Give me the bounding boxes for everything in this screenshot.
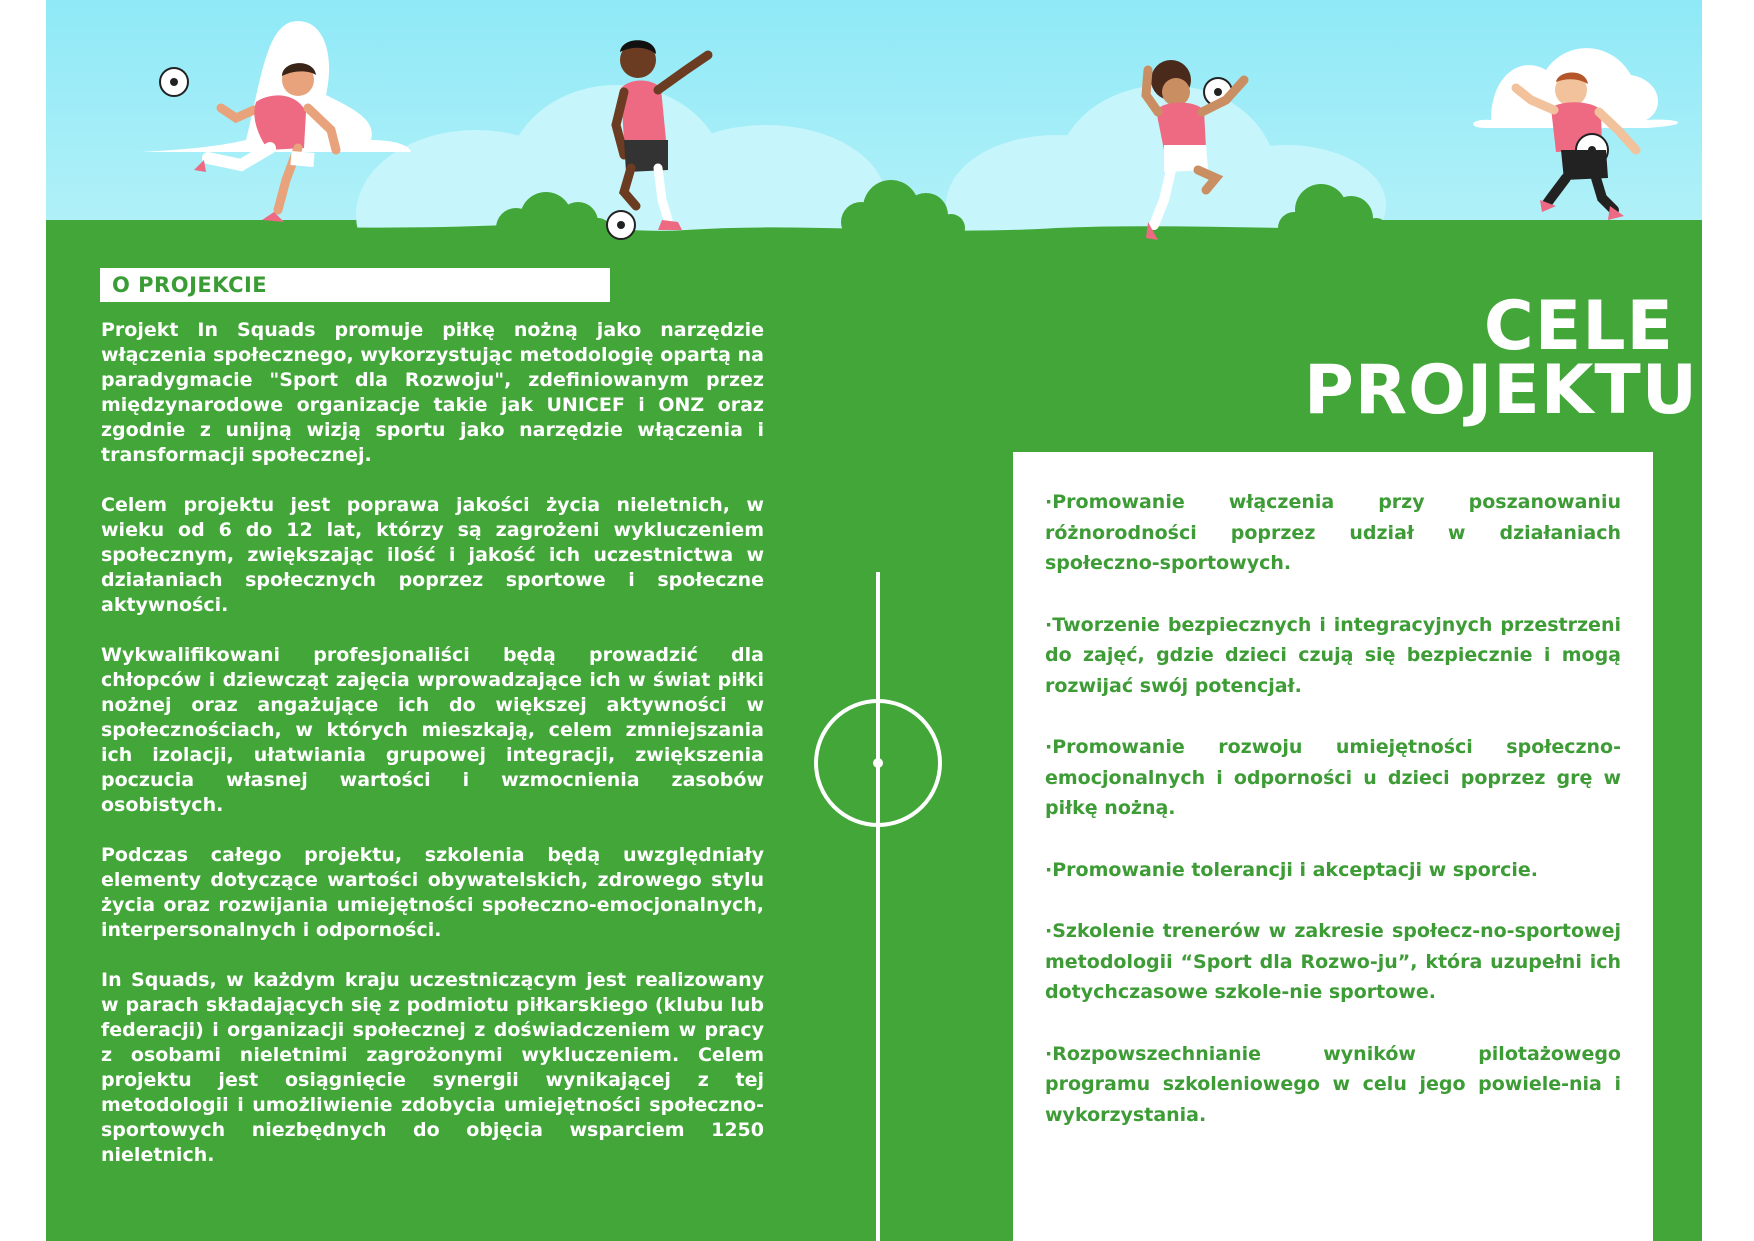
goals-card <box>1013 452 1653 1241</box>
about-paragraph: Projekt In Squads promuje piłkę nożną jako narzędzie włączenia społecznego, wykorzystując metodologię opartą na paradygmacie "Sport dla Rozwoju", zdefiniowanym przez międzynarodowe organizacje takie jak UNICEF i ONZ oraz zgodnie z unijną wizją sportu jako narzędzie włączenia i transformacji społecznej. <box>101 319 764 466</box>
goal-item: ·Promowanie włączenia przy poszanowaniu różnorodności poprzez udział w działaniach społeczno-sportowych. <box>1045 491 1621 574</box>
about-paragraph: Celem projektu jest poprawa jakości życia nieletnich, w wieku od 6 do 12 lat, którzy są zagrożeni wykluczeniem społecznym, zwiększając ilość i jakość ich uczestnictwa w działaniach społecznych poprzez sportowe i społeczne aktywności. <box>101 494 764 616</box>
brochure-page <box>46 0 1702 1241</box>
about-paragraph: Wykwalifikowani profesjonaliści będą prowadzić dla chłopców i dziewcząt zajęcia wprowadzające ich w świat piłki nożnej oraz angażujące ich do większej aktywności w społecznościach, w których mieszkają, celem zmniejszania ich izolacji, ułatwiania grupowej integracji, zwiększenia poczucia własnej wartości i wzmocnienia zasobów osobistych. <box>101 644 764 816</box>
goals-title-line1: CELE <box>1483 287 1674 366</box>
about-paragraph: Podczas całego projektu, szkolenia będą uwzględniały elementy dotyczące wartości obywatelskich, zdrowego stylu życia oraz rozwijania umiejętności społeczno-emocjonalnych, interpersonalnych i odporności. <box>101 844 764 941</box>
goals-list <box>1045 487 1621 1161</box>
goals-title-line2: PROJEKTU <box>1303 351 1698 430</box>
goal-item: ·Promowanie tolerancji i akceptacji w sporcie. <box>1045 858 1539 881</box>
about-heading-box <box>100 268 610 302</box>
goal-item: ·Tworzenie bezpiecznych i integracyjnych przestrzeni do zajęć, gdzie dzieci czują się bezpiecznie i mogą rozwijać swój potencjał. <box>1045 613 1621 697</box>
about-heading: O PROJEKCIE <box>112 273 268 297</box>
about-paragraph: In Squads, w każdym kraju uczestniczącym jest realizowany w parach składających się z podmiotu piłkarskiego (klubu lub federacji) i organizacji społecznej z doświadczeniem w pracy z osobami nieletnimi zagrożonymi wykluczeniem. Celem projektu jest osiągnięcie synergii wynikającej z tej metodologii i umożliwienie zdobycia umiejętności społeczno-sportowych niezbędnych do objęcia wsparciem 1250 nieletnich. <box>101 969 764 1166</box>
goal-item: ·Promowanie rozwoju umiejętności społeczno-emocjonalnych i odporności u dzieci poprzez grę w piłkę nożną. <box>1045 736 1621 819</box>
goal-item: ·Szkolenie trenerów w zakresie społecz-no-sportowej metodologii “Sport dla Rozwo-ju”, która uzupełni ich dotychczasowe szkole-nie sportowe. <box>1045 920 1621 1003</box>
about-body <box>101 318 764 1193</box>
goal-item: ·Rozpowszechnianie wyników pilotażowego programu szkoleniowego w celu jego powiele-nia i wykorzystania. <box>1045 1042 1621 1126</box>
center-spot <box>873 758 883 768</box>
goals-title <box>1206 287 1702 430</box>
